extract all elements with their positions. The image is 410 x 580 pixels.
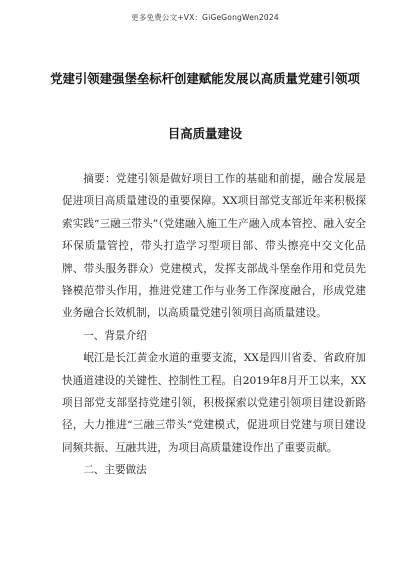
document-title-line-2: 目高质量建设 [167, 126, 243, 141]
document-body [62, 168, 366, 482]
section-heading-practices: 二、主要做法 [83, 464, 147, 477]
background-paragraph: 岷江是长江黄金水道的重要支流，XX是四川省委、省政府加快通道建设的关键性、控制性工程。自2019年8月开工以来，XX项目部党支部坚持党建引领，积极探索以党建引领项目建设新路径，大力推进“三融三带头”党建模式，促进项目党建与项目建设同频共振、互融共进，为项目高质量建设作出了重要贡献。 [62, 352, 366, 454]
section-heading-background: 一、背景介绍 [83, 329, 147, 342]
header-note: 更多免费公文+VX：GiGeGongWen2024 [131, 13, 279, 22]
document-title-line-1: 党建引领建强堡垒标杆创建赋能发展以高质量党建引领项 [50, 71, 360, 86]
abstract-paragraph: 摘要：党建引领是做好项目工作的基础和前提，融合发展是促进项目高质量建设的重要保障。XX项目部党支部近年来积极探索实践“三融三带头”（党建融入施工生产融入成本管控、融入安全环保质量管控，带头打造学习型项目部、带头擦亮中交文化品牌、带头服务群众）党建模式，发挥支部战斗堡垒作用和党员先锋模范带头作用，推进党建工作与业务工作深度融合，形成党建业务融合长效机制，以高质量党建引领项目高质量建设。 [62, 173, 366, 320]
